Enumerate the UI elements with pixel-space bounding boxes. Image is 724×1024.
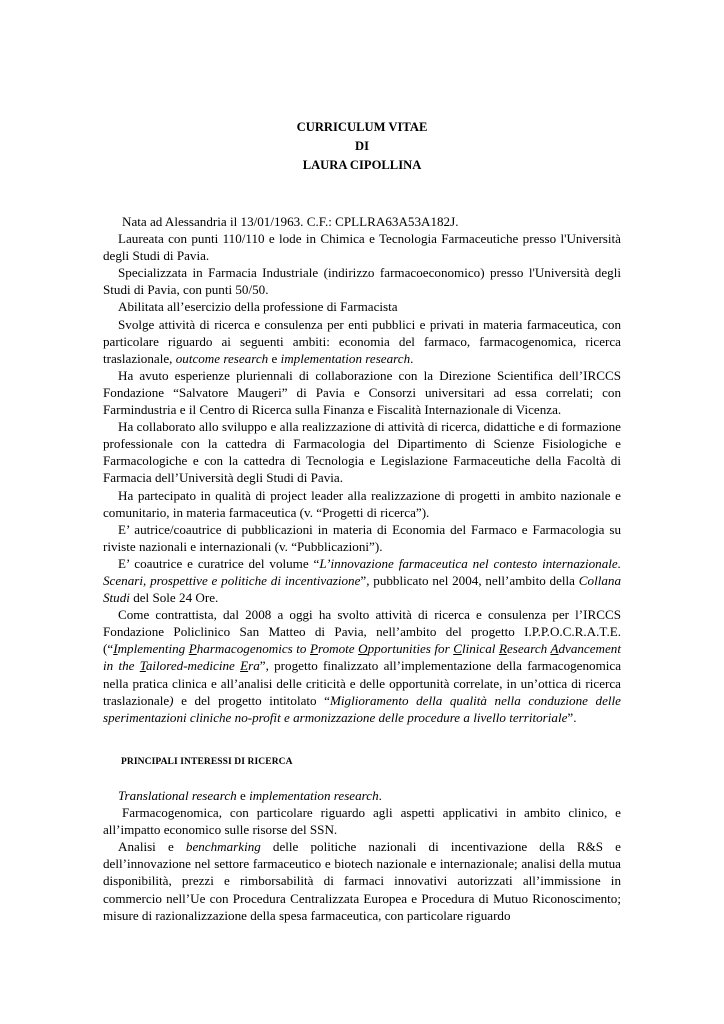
document-title	[0, 118, 724, 175]
section-heading-research-interests: PRINCIPALI INTERESSI DI RICERCA	[121, 757, 293, 767]
pharmacogenomics-paragraph: Farmacogenomica, con particolare riguardo agli aspetti applicativi in ambito clinico, e all’impatto economico sulle risorse del SSN.	[103, 805, 621, 838]
italic-run: )	[169, 692, 174, 708]
text-run: linical	[461, 641, 499, 657]
text-run: harmacogenomics to	[196, 641, 310, 657]
title-line-1: CURRICULUM VITAE	[296, 120, 428, 134]
text-run: Analisi e	[118, 839, 186, 855]
volume-paragraph	[103, 555, 621, 606]
contract-paragraph	[103, 606, 621, 726]
initial-letter: E	[240, 658, 249, 674]
degree-paragraph: Laureata con punti 110/110 e lode in Chimica e Tecnologia Farmaceutiche presso l'Università degli Studi di Pavia.	[103, 231, 621, 264]
text-run: .	[410, 350, 414, 366]
text-run: E’ coautrice e curatrice del volume “	[118, 555, 320, 571]
text-run: ”, pubblicato nel 2004, nell’ambito della	[360, 572, 579, 588]
text-run: ra	[248, 658, 260, 674]
initial-letter: A	[550, 641, 559, 657]
italic-run: Miglioramento della qualità nella conduzione delle sperimentazioni cliniche no-profit e armonizzazione delle procedure a livello territoriale	[103, 692, 621, 725]
text-run: delle politiche nazionali di incentivazione della R&S e dell’innovazione nel settore farmaceutico e biotech nazionale e internazionale; analisi della mutua disponibilità, prezzi e rimborsabilità di farmaci innovativi autorizzati all’immissione in commercio nell’Ue con Procedura Centralizzata Europea e Procedura di Mutuo Riconoscimento; misure di razionalizzazione della spesa farmaceutica, con particolare riguardo	[103, 839, 621, 923]
initial-letter: T	[139, 658, 146, 674]
project-leader-paragraph: Ha partecipato in qualità di project leader alla realizzazione di progetti in ambito nazionale e comunitario, in materia farmaceutica (v. “Progetti di ricerca”).	[103, 487, 621, 520]
research-paragraph: Ha collaborato allo sviluppo e alla realizzazione di attività di ricerca, didattiche e di formazione professionale con la cattedra di Farmacologia del Dipartimento di Scienze Fisiologiche e Farmacologiche e con la cattedra di Tecnologia e Legislazione Farmaceutiche della Facoltà di Farmacia dell’Università degli Studi di Pavia.	[103, 419, 621, 486]
text-run: ”.	[567, 709, 577, 725]
text-run: dvancement in the	[103, 641, 621, 674]
text-run: Come contrattista, dal 2008 a oggi ha svolto attività di ricerca e consulenza per l’IRCCS Fondazione Policlinico San Matteo di Pavia, nell’ambito del progetto I.P.P.O.C.R.A.T.E. (“	[103, 607, 621, 657]
initial-letter: P	[188, 641, 197, 657]
publications-paragraph: E’ autrice/coautrice di pubblicazioni in materia di Economia del Farmaco e Farmacologia su riviste nazionali e internazionali (v. “Pubblicazioni”).	[103, 521, 621, 554]
title-line-2: DI	[355, 139, 369, 153]
initial-letter: I	[113, 641, 118, 657]
activity-paragraph	[103, 316, 621, 367]
text-run: romote	[317, 641, 359, 657]
qualification-paragraph: Abilitata all’esercizio della professione di Farmacista	[118, 299, 398, 315]
collaboration-paragraph: Ha avuto esperienze pluriennali di collaborazione con la Direzione Scientifica dell’IRCCS Fondazione “Salvatore Maugeri” di Pavia e Consorzi universitari ad essa correlati; con Farmindustria e il Centro di Ricerca sulla Finanza e Fiscalità Internazionale di Vicenza.	[103, 367, 621, 418]
text-run: del Sole 24 Ore.	[129, 590, 219, 606]
italic-run: Translational research	[118, 788, 237, 803]
research-interests-body	[103, 787, 621, 924]
italic-run: benchmarking	[185, 839, 261, 855]
text-run: .	[378, 788, 382, 803]
text-run: e del progetto intitolato “	[173, 692, 330, 708]
main-body	[103, 213, 621, 726]
analysis-paragraph	[103, 838, 621, 923]
text-run: e	[236, 788, 250, 803]
text-run: pportunities for	[367, 641, 454, 657]
text-run: ailored-medicine	[145, 658, 241, 674]
text-run: ”, progetto finalizzato all’implementazione della farmacogenomica nella pratica clinica e all’analisi delle criticità e delle opportunità correlate, in un’ottica di ricerca traslazionale	[103, 658, 622, 708]
initial-letter: R	[498, 641, 507, 657]
italic-run: implementation research	[280, 350, 411, 366]
italic-run: implementation research	[249, 788, 379, 803]
specialization-paragraph: Specializzata in Farmacia Industriale (indirizzo farmacoeconomico) presso l'Università degli Studi di Pavia, con punti 50/50.	[103, 265, 621, 298]
text-run: esearch	[506, 641, 551, 657]
initial-letter: C	[453, 641, 462, 657]
text-run: mplementing	[117, 641, 189, 657]
translational-paragraph	[103, 787, 621, 804]
italic-run: outcome research	[175, 350, 269, 366]
initial-letter: P	[309, 641, 318, 657]
title-line-3: LAURA CIPOLLINA	[302, 158, 422, 172]
initial-letter: O	[358, 641, 368, 657]
italic-run: Collana Studi	[103, 572, 621, 606]
italic-run: L’innovazione farmaceutica nel contesto internazionale. Scenari, prospettive e politiche di incentivazione	[103, 555, 621, 588]
birth-paragraph: Nata ad Alessandria il 13/01/1963. C.F.: CPLLRA63A53A182J.	[122, 214, 459, 229]
text-run: Svolge attività di ricerca e consulenza per enti pubblici e privati in materia farmaceutica, con particolare riguardo ai seguenti ambiti: economia del farmaco, farmacogenomica, ricerca traslazionale,	[103, 316, 621, 366]
text-run: e	[268, 350, 281, 366]
